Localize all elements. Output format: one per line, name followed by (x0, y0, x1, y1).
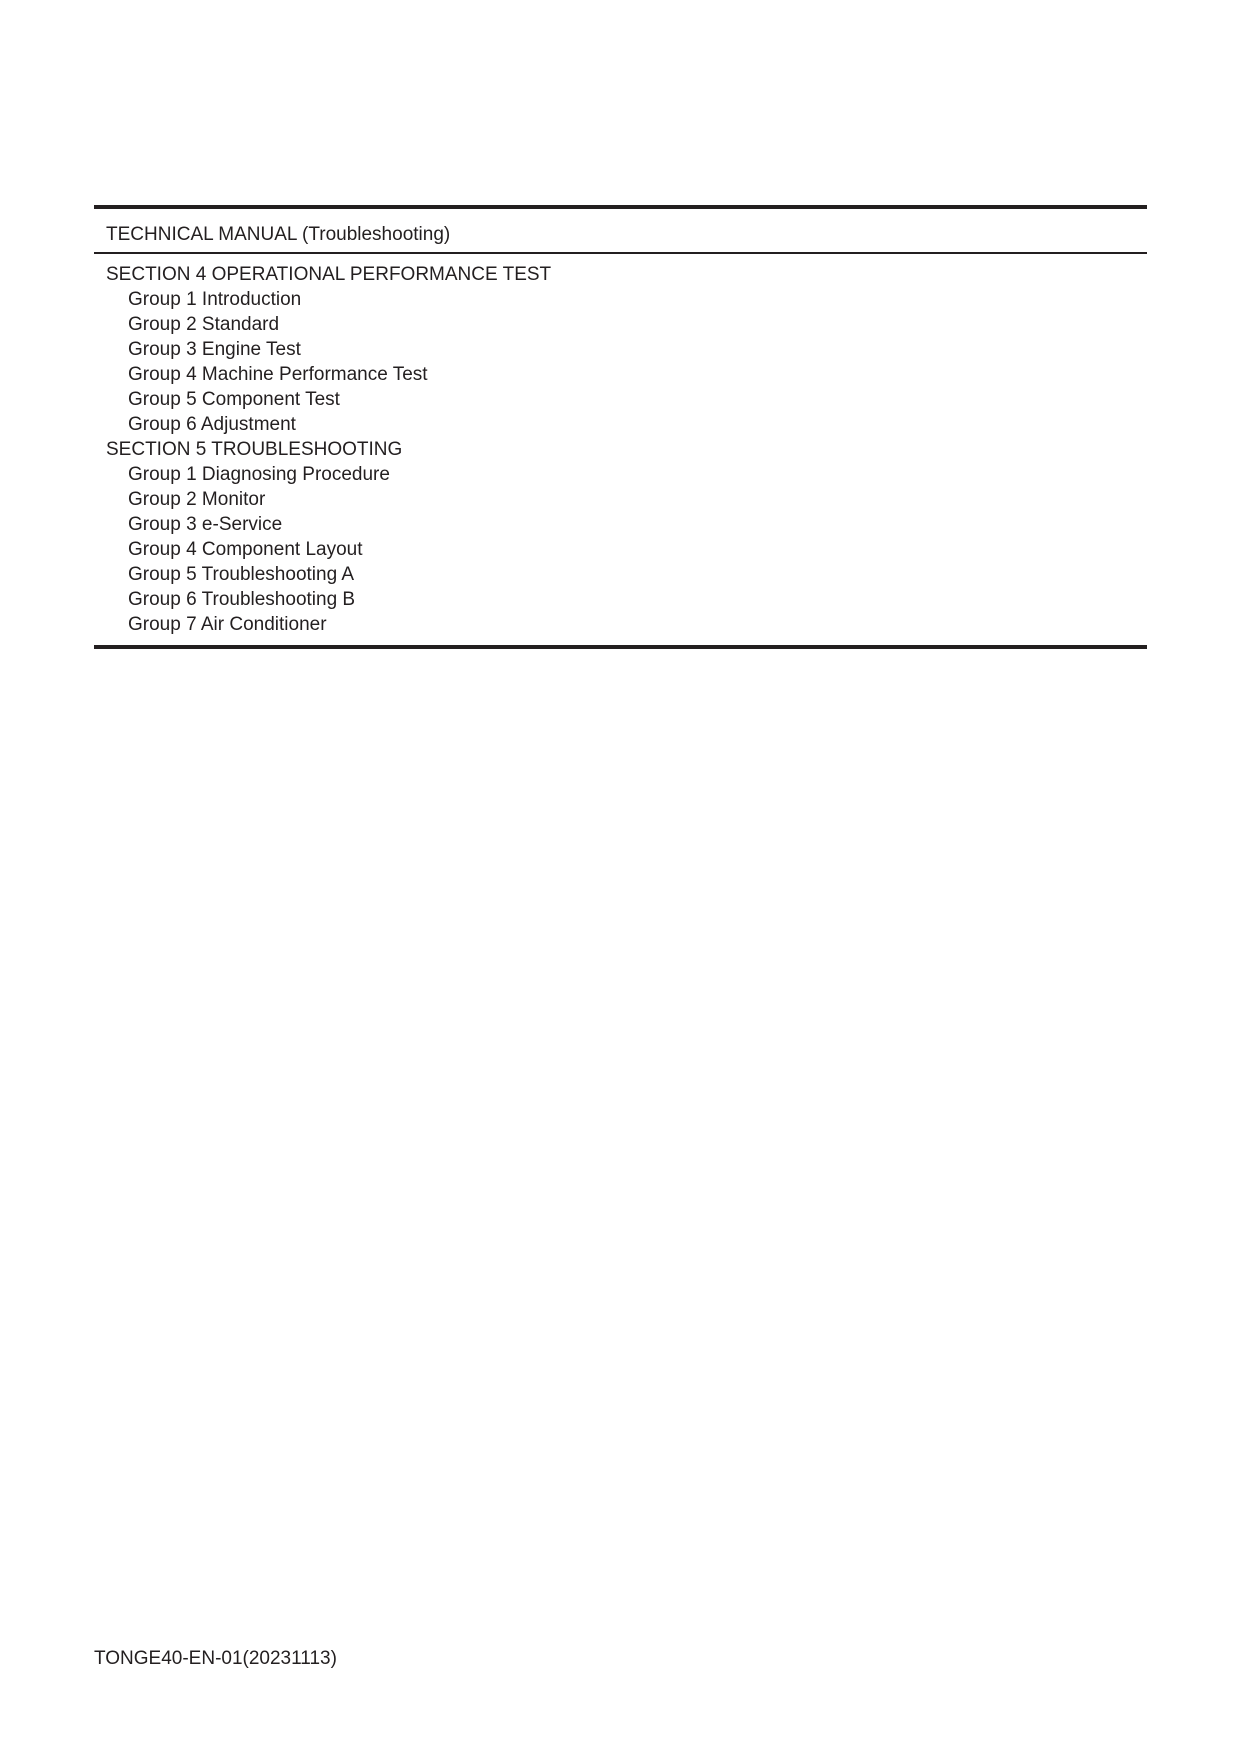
group-entry: Group 7 Air Conditioner (128, 614, 327, 635)
group-entry: Group 1 Introduction (128, 289, 302, 310)
group-entry: Group 5 Component Test (128, 389, 340, 410)
section-heading: SECTION 5 TROUBLESHOOTING (106, 439, 403, 460)
group-entry: Group 3 Engine Test (128, 339, 301, 360)
group-entry: Group 4 Machine Performance Test (128, 364, 428, 385)
document-code: TONGE40-EN-01(20231113) (94, 1648, 337, 1669)
group-entry: Group 6 Adjustment (128, 414, 296, 435)
group-entry: Group 2 Monitor (128, 489, 266, 510)
manual-title: TECHNICAL MANUAL (Troubleshooting) (106, 224, 451, 245)
group-entry: Group 3 e-Service (128, 514, 283, 535)
contents-list (94, 254, 1147, 645)
group-entry: Group 2 Standard (128, 314, 280, 335)
group-entry: Group 4 Component Layout (128, 539, 363, 560)
group-entry: Group 5 Troubleshooting A (128, 564, 355, 585)
bottom-rule (94, 645, 1147, 649)
table-of-contents (94, 205, 1147, 649)
section-heading: SECTION 4 OPERATIONAL PERFORMANCE TEST (106, 264, 552, 285)
group-entry: Group 6 Troubleshooting B (128, 589, 356, 610)
group-entry: Group 1 Diagnosing Procedure (128, 464, 390, 485)
